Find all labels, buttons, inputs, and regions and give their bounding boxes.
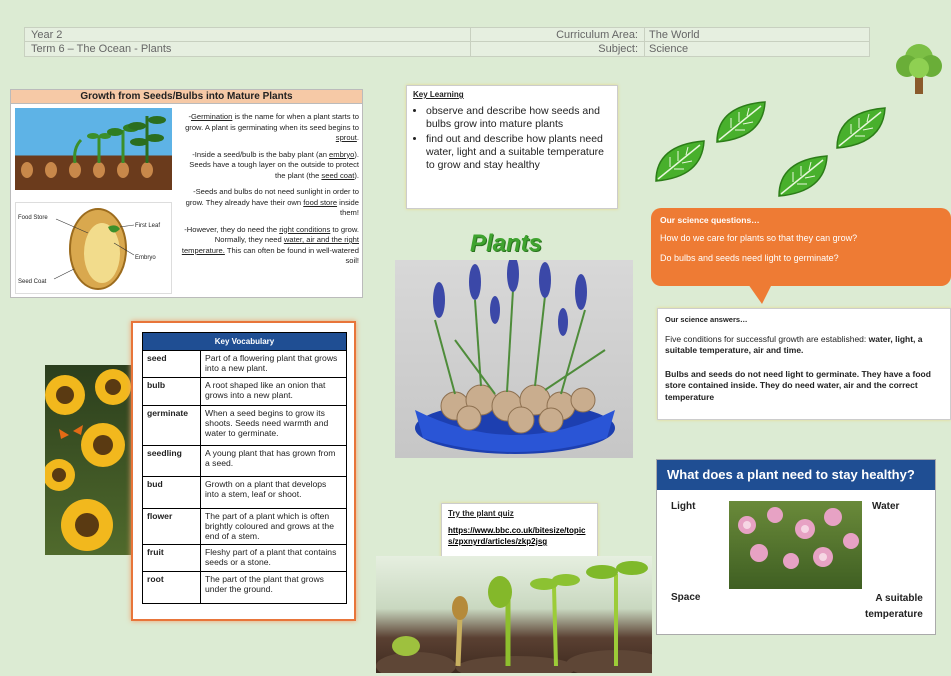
- plants-title: Plants: [470, 230, 543, 257]
- light-label: Light: [671, 501, 696, 512]
- leaf-icon: [833, 104, 889, 152]
- quiz-link[interactable]: https://www.bbc.co.uk/bitesize/topics/zpxnyrd/articles/zkp2jsg: [448, 526, 586, 546]
- table-row: seed Part of a flowering plant that grows into a new plant.: [143, 351, 347, 378]
- term-label: Term 6 – The Ocean - Plants: [25, 42, 471, 56]
- list-item: • observe and describe how seeds and bulbs grow into mature plants: [426, 105, 611, 131]
- speech-bubble-tail: [748, 284, 772, 304]
- key-vocabulary-panel: [131, 321, 356, 621]
- leaf-icon: [652, 137, 708, 185]
- first-leaf-label: First Leaf: [135, 223, 161, 229]
- seed-diagram: [15, 202, 172, 294]
- key-learning-list: [413, 105, 611, 201]
- key-learning-box: [406, 85, 618, 209]
- table-row: root The part of the plant that grows under the ground.: [143, 572, 347, 604]
- embryo-label: Embryo: [135, 255, 156, 261]
- quiz-heading: Try the plant quiz: [448, 509, 514, 518]
- seed-coat-label: Seed Coat: [18, 279, 47, 285]
- leaf-icon: [713, 98, 769, 146]
- questions-heading: Our science questions…: [660, 215, 760, 225]
- answer-item: Bulbs and seeds do not need light to germinate. They have a food store contained inside. They do need water, air and the correct temperature: [665, 368, 931, 402]
- table-row: germinate When a seed begins to grow its shoots. Seeds need warmth and water to germinate.: [143, 406, 347, 446]
- key-learning-heading: Key Learning: [413, 90, 464, 99]
- seeds-panel-title: Growth from Seeds/Bulbs into Mature Plants: [11, 90, 362, 104]
- table-row: flower The part of a plant which is often brightly coloured and grows at the end of a stem.: [143, 509, 347, 545]
- food-store-label: Food Store: [18, 215, 48, 221]
- seeds-panel-text: [177, 112, 359, 273]
- question-item: How do we care for plants so that they can grow?: [660, 233, 858, 243]
- science-answers-box: [657, 308, 951, 420]
- table-row: bud Growth on a plant that develops into a stem, leaf or shoot.: [143, 477, 347, 509]
- vocabulary-table: [142, 332, 347, 604]
- curriculum-label: Curriculum Area:: [471, 28, 645, 41]
- header-table: [24, 27, 870, 57]
- year-label: Year 2: [25, 28, 471, 41]
- bulbs-photo: [395, 260, 633, 458]
- answer-item: Five conditions for successful growth are established: water, light, a suitable temperature, air and time.: [665, 333, 923, 355]
- header-row-1: [25, 28, 869, 42]
- subject-label: Subject:: [471, 42, 645, 56]
- germination-paragraph: -Germination is the name for when a plant starts to grow. A plant is germinating when its seed begins to sprout.: [185, 112, 359, 142]
- answers-heading: Our science answers…: [665, 315, 748, 324]
- conditions-paragraph: -However, they do need the right conditions to grow. Normally, they need water, air and the right temperature. This can often be found in well-watered soil!: [181, 224, 359, 265]
- seeds-growth-panel: [10, 89, 363, 298]
- table-row: fruit Fleshy part of a plant that contains seeds or a stone.: [143, 545, 347, 572]
- header-row-2: [25, 42, 869, 56]
- lilies-photo: [729, 501, 862, 589]
- embryo-paragraph: -Inside a seed/bulb is the baby plant (an embryo). Seeds have a tough layer on the outside to protect the plant (the seed coat).: [189, 149, 359, 180]
- list-item: • find out and describe how plants need water, light and a suitable temperature to grow and stay healthy: [426, 133, 611, 172]
- seedlings-photo: [376, 556, 652, 673]
- vocabulary-heading: Key Vocabulary: [143, 333, 347, 351]
- subject-value: Science: [649, 43, 689, 55]
- temperature-label: A suitable temperature: [865, 593, 923, 620]
- leaf-icon: [775, 152, 831, 200]
- germination-image: [15, 108, 172, 190]
- plant-needs-title: What does a plant need to stay healthy?: [657, 460, 935, 490]
- plant-needs-panel: [656, 459, 936, 635]
- tree-icon: [890, 38, 950, 98]
- table-row: seedling A young plant that has grown from a seed.: [143, 446, 347, 477]
- science-questions-bubble: [651, 208, 951, 286]
- space-label: Space: [671, 592, 701, 603]
- food-store-paragraph: -Seeds and bulbs do not need sunlight in order to grow. They already have their own food store inside them!: [185, 187, 359, 217]
- curriculum-value: The World: [649, 29, 700, 41]
- water-label: Water: [872, 501, 900, 512]
- question-item: Do bulbs and seeds need light to germinate?: [660, 253, 839, 263]
- table-row: bulb A root shaped like an onion that grows into a new plant.: [143, 378, 347, 406]
- sunflowers-photo: [45, 365, 131, 555]
